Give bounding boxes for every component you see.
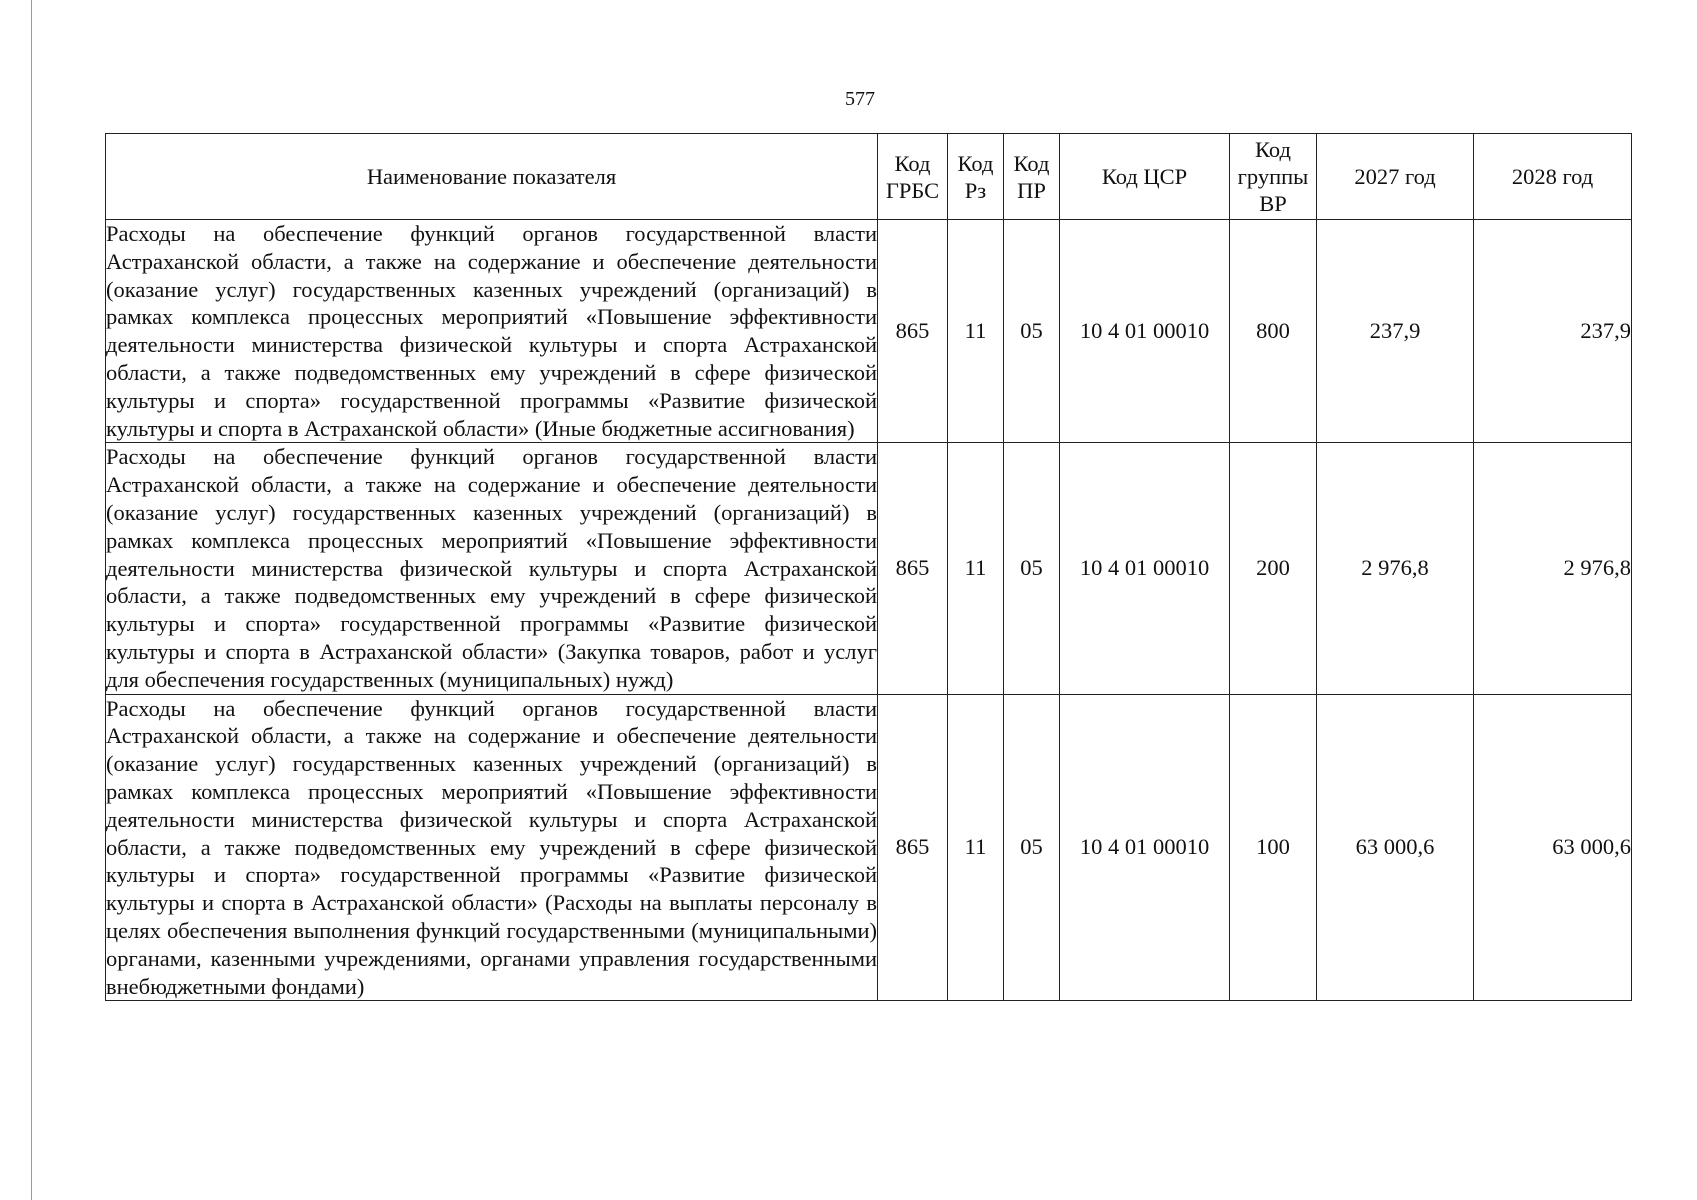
header-year-2028: 2028 год xyxy=(1474,134,1632,220)
header-rz-code: Код Рз xyxy=(948,134,1004,220)
row-csr-code: 10 4 01 00010 xyxy=(1060,694,1230,1001)
header-csr-code: Код ЦСР xyxy=(1060,134,1230,220)
table-row xyxy=(106,694,1632,1001)
row-amount-2027: 237,9 xyxy=(1317,220,1474,443)
row-indicator-name: Расходы на обеспечение функций органов государственной власти Астраханской области, а также на содержание и обеспечение деятельности (оказание услуг) государственных казенных учреждений (организаций) в рамках комплекса процессных мероприятий «Повышение эффективности деятельности министерства физической культуры и спорта Астраханской области, а также подведомственных ему учреждений в сфере физической культуры и спорта» государственной программы «Развитие физической культуры и спорта в Астраханской области» (Иные бюджетные ассигнования) xyxy=(106,220,878,443)
header-pr-code: Код ПР xyxy=(1004,134,1060,220)
row-rz-code: 11 xyxy=(948,443,1004,694)
header-year-2027: 2027 год xyxy=(1317,134,1474,220)
row-pr-code: 05 xyxy=(1004,220,1060,443)
row-amount-2028: 63 000,6 xyxy=(1474,694,1632,1001)
table-row xyxy=(106,220,1632,443)
table-row xyxy=(106,443,1632,694)
row-amount-2028: 237,9 xyxy=(1474,220,1632,443)
row-vr-group-code: 200 xyxy=(1230,443,1317,694)
header-grbs-code: Код ГРБС xyxy=(878,134,948,220)
row-amount-2028: 2 976,8 xyxy=(1474,443,1632,694)
header-vr-group-code: Код группы ВР xyxy=(1230,134,1317,220)
page-margin-line xyxy=(31,0,32,1200)
row-grbs-code: 865 xyxy=(878,694,948,1001)
row-vr-group-code: 800 xyxy=(1230,220,1317,443)
page-number: 577 xyxy=(845,88,875,110)
row-vr-group-code: 100 xyxy=(1230,694,1317,1001)
header-indicator-name: Наименование показателя xyxy=(106,134,878,220)
row-rz-code: 11 xyxy=(948,220,1004,443)
row-grbs-code: 865 xyxy=(878,220,948,443)
row-grbs-code: 865 xyxy=(878,443,948,694)
row-indicator-name: Расходы на обеспечение функций органов государственной власти Астраханской области, а также на содержание и обеспечение деятельности (оказание услуг) государственных казенных учреждений (организаций) в рамках комплекса процессных мероприятий «Повышение эффективности деятельности министерства физической культуры и спорта Астраханской области, а также подведомственных ему учреждений в сфере физической культуры и спорта» государственной программы «Развитие физической культуры и спорта в Астраханской области» (Закупка товаров, работ и услуг для обеспечения государственных (муниципальных) нужд) xyxy=(106,443,878,694)
budget-table xyxy=(105,133,1632,1001)
row-pr-code: 05 xyxy=(1004,694,1060,1001)
row-rz-code: 11 xyxy=(948,694,1004,1001)
row-indicator-name: Расходы на обеспечение функций органов государственной власти Астраханской области, а также на содержание и обеспечение деятельности (оказание услуг) государственных казенных учреждений (организаций) в рамках комплекса процессных мероприятий «Повышение эффективности деятельности министерства физической культуры и спорта Астраханской области, а также подведомственных ему учреждений в сфере физической культуры и спорта» государственной программы «Развитие физической культуры и спорта в Астраханской области» (Расходы на выплаты персоналу в целях обеспечения выполнения функций государственными (муниципальными) органами, казенными учреждениями, органами управления государственными внебюджетными фондами) xyxy=(106,694,878,1001)
table-header-row xyxy=(106,134,1632,220)
row-amount-2027: 2 976,8 xyxy=(1317,443,1474,694)
row-amount-2027: 63 000,6 xyxy=(1317,694,1474,1001)
row-pr-code: 05 xyxy=(1004,443,1060,694)
row-csr-code: 10 4 01 00010 xyxy=(1060,220,1230,443)
row-csr-code: 10 4 01 00010 xyxy=(1060,443,1230,694)
